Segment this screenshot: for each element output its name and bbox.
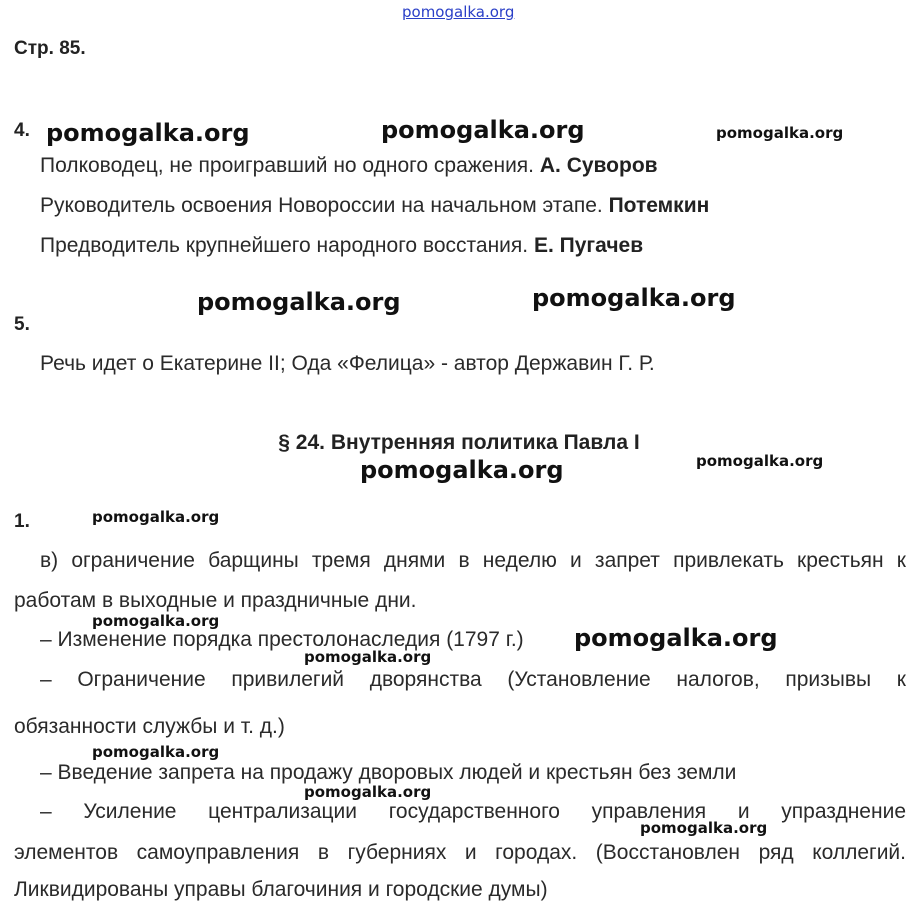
answer-line-1: в) ограничение барщины тремя днями в неделю и запрет привлекать крестьян к xyxy=(40,549,906,572)
bullet-2-line-1: – Ограничение привилегий дворянства (Установление налогов, призывы к xyxy=(40,668,906,691)
item-answer: А. Суворов xyxy=(539,154,658,177)
section-4-number: 4. xyxy=(14,120,30,141)
question-1-number: 1. xyxy=(14,511,30,532)
bullet-4-line-2: элементов самоуправления в губерниях и городах. (Восстановлен ряд коллегий. xyxy=(14,841,906,864)
bullet-4-line-3: Ликвидированы управы благочиния и городские думы) xyxy=(14,878,548,901)
watermark: pomogalka.org xyxy=(304,648,432,666)
section-5-text: Речь идет о Екатерине II; Ода «Фелица» - автор Державин Г. Р. xyxy=(40,352,655,375)
bullet-4-line-1: – Усиление централизации государственного управления и упразднение xyxy=(40,800,906,823)
answer-line-2: работам в выходные и праздничные дни. xyxy=(14,589,417,612)
watermark: pomogalka.org xyxy=(532,284,736,312)
watermark: pomogalka.org xyxy=(92,612,220,630)
bullet-2-line-2: обязанности службы и т. д.) xyxy=(14,715,285,738)
watermark: pomogalka.org xyxy=(696,452,824,470)
bullet-1: – Изменение порядка престолонаследия (1797 г.) xyxy=(40,628,524,651)
page-label: Стр. 85. xyxy=(14,38,86,59)
watermark: pomogalka.org xyxy=(92,743,220,761)
section-5-number: 5. xyxy=(14,314,30,335)
item-answer: Е. Пугачев xyxy=(533,234,644,257)
watermark: pomogalka.org xyxy=(304,783,432,801)
item-answer: Потемкин xyxy=(608,194,710,217)
section-4-item-1 xyxy=(40,154,658,178)
watermark: pomogalka.org xyxy=(46,119,250,147)
watermark: pomogalka.org xyxy=(574,624,778,652)
section-4-item-2 xyxy=(40,194,709,218)
chapter-title: § 24. Внутренняя политика Павла I xyxy=(278,431,640,454)
watermark: pomogalka.org xyxy=(640,819,768,837)
watermark: pomogalka.org xyxy=(381,116,585,144)
watermark: pomogalka.org xyxy=(716,124,844,142)
watermark: pomogalka.org xyxy=(197,288,401,316)
item-text: Полководец, не проигравший но одного сражения. xyxy=(40,154,535,177)
top-watermark-link[interactable]: pomogalka.org xyxy=(402,3,515,21)
watermark: pomogalka.org xyxy=(360,456,564,484)
item-text: Предводитель крупнейшего народного восстания. xyxy=(40,234,529,257)
item-text: Руководитель освоения Новороссии на начальном этапе. xyxy=(40,194,603,217)
section-4-item-3 xyxy=(40,234,643,258)
bullet-3: – Введение запрета на продажу дворовых людей и крестьян без земли xyxy=(40,761,737,784)
watermark: pomogalka.org xyxy=(92,508,220,526)
